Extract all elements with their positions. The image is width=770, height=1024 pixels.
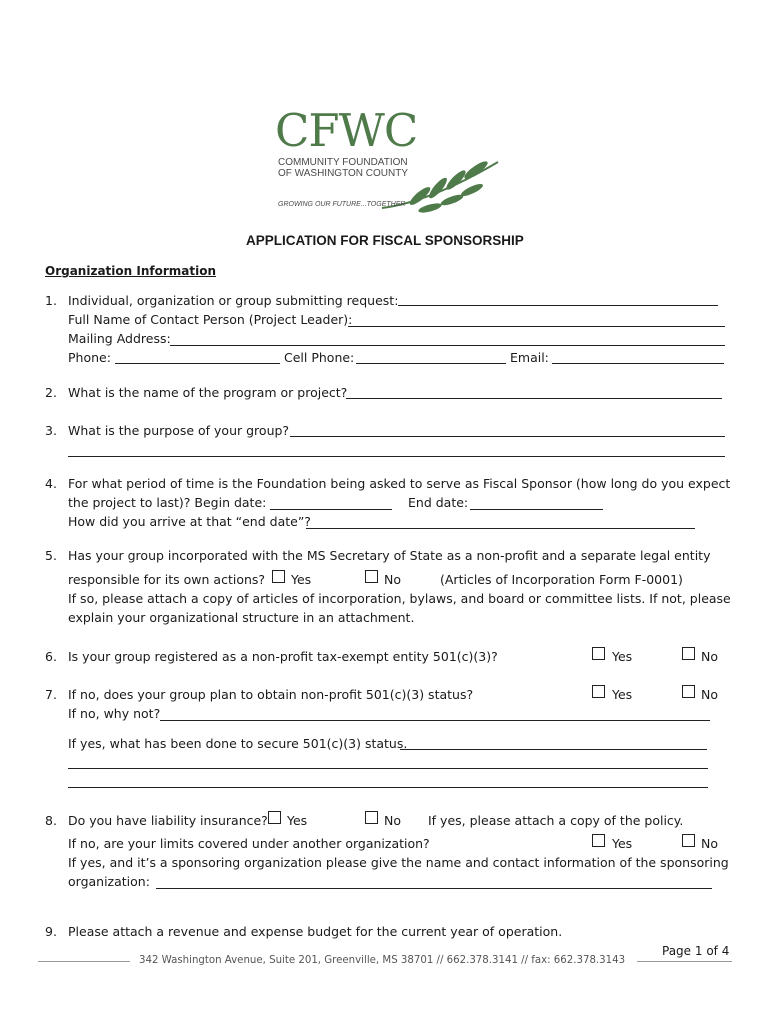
q5-line-1: Has your group incorporated with the MS Secretary of State as a non-profit and a separate legal entity bbox=[68, 548, 711, 563]
q8-limits-yes-checkbox[interactable] bbox=[592, 834, 605, 847]
q1-label: Individual, organization or group submitting request: bbox=[68, 293, 399, 308]
q1-org-field[interactable] bbox=[398, 305, 718, 306]
q1-mailing-label: Mailing Address: bbox=[68, 331, 171, 346]
q4-end-label: End date: bbox=[408, 495, 469, 510]
q1-phone-field[interactable] bbox=[115, 363, 280, 364]
q4-end-reason-field[interactable] bbox=[306, 528, 695, 529]
section-heading: Organization Information bbox=[45, 264, 216, 278]
q1-email-label: Email: bbox=[510, 350, 549, 365]
q5-yes-label: Yes bbox=[291, 572, 312, 587]
q8-sponsor-line-2: organization: bbox=[68, 874, 150, 889]
q7-number: 7. bbox=[45, 687, 57, 702]
q5-line-3: If so, please attach a copy of articles of incorporation, bylaws, and board or committee lists. If not, please bbox=[68, 591, 731, 606]
q6-yes-checkbox[interactable] bbox=[592, 647, 605, 660]
q4-end-field[interactable] bbox=[470, 509, 603, 510]
q5-line-4: explain your organizational structure in an attachment. bbox=[68, 610, 415, 625]
q2-label: What is the name of the program or project? bbox=[68, 385, 348, 400]
footer-address: 342 Washington Avenue, Suite 201, Greenville, MS 38701 // 662.378.3141 // fax: 662.378.3143 bbox=[139, 955, 626, 966]
q2-field[interactable] bbox=[346, 398, 722, 399]
q5-articles-note: (Articles of Incorporation Form F-0001) bbox=[440, 572, 683, 587]
q1-phone-label: Phone: bbox=[68, 350, 111, 365]
q6-no-checkbox[interactable] bbox=[682, 647, 695, 660]
organization-logo bbox=[270, 100, 500, 220]
q8-limits-yes-label: Yes bbox=[612, 836, 633, 851]
page-number: Page 1 of 4 bbox=[662, 944, 730, 958]
q3-label: What is the purpose of your group? bbox=[68, 423, 290, 438]
q7-secure-field-3[interactable] bbox=[68, 787, 708, 788]
q7-why-field[interactable] bbox=[160, 720, 710, 721]
q7-no-checkbox[interactable] bbox=[682, 685, 695, 698]
q6-label: Is your group registered as a non-profit tax-exempt entity 501(c)(3)? bbox=[68, 649, 498, 664]
q8-sponsor-line-1: If yes, and it’s a sponsoring organization please give the name and contact information of the sponsoring bbox=[68, 855, 729, 870]
q9-label: Please attach a revenue and expense budget for the current year of operation. bbox=[68, 924, 563, 939]
q3-field-2[interactable] bbox=[68, 456, 725, 457]
footer-rule-left bbox=[38, 961, 130, 962]
q8-limits-no-checkbox[interactable] bbox=[682, 834, 695, 847]
q7-label: If no, does your group plan to obtain non-profit 501(c)(3) status? bbox=[68, 687, 474, 702]
q8-no-checkbox[interactable] bbox=[365, 811, 378, 824]
q8-sponsor-field[interactable] bbox=[156, 888, 712, 889]
q7-secure-field[interactable] bbox=[400, 749, 707, 750]
q8-limits-label: If no, are your limits covered under another organization? bbox=[68, 836, 430, 851]
q1-contact-label: Full Name of Contact Person (Project Leader): bbox=[68, 312, 353, 327]
q6-number: 6. bbox=[45, 649, 57, 664]
footer-rule-right bbox=[637, 961, 732, 962]
logo-letters: CFWC bbox=[275, 104, 418, 157]
q8-attach-note: If yes, please attach a copy of the policy. bbox=[428, 813, 684, 828]
q5-no-label: No bbox=[384, 572, 401, 587]
q7-secure-field-2[interactable] bbox=[68, 768, 708, 769]
q4-begin-label: the project to last)? Begin date: bbox=[68, 495, 267, 510]
q1-cell-label: Cell Phone: bbox=[284, 350, 355, 365]
q1-contact-field[interactable] bbox=[348, 326, 725, 327]
q7-secure-label: If yes, what has been done to secure 501(c)(3) status. bbox=[68, 736, 408, 751]
logo-line-1: COMMUNITY FOUNDATION bbox=[278, 157, 408, 168]
logo-line-2: OF WASHINGTON COUNTY bbox=[278, 168, 408, 179]
q4-begin-field[interactable] bbox=[270, 509, 392, 510]
q5-line-2: responsible for its own actions? bbox=[68, 572, 266, 587]
q7-yes-label: Yes bbox=[612, 687, 633, 702]
q5-number: 5. bbox=[45, 548, 57, 563]
q1-mailing-field[interactable] bbox=[170, 345, 725, 346]
q8-label: Do you have liability insurance? bbox=[68, 813, 268, 828]
q5-yes-checkbox[interactable] bbox=[272, 570, 285, 583]
q1-email-field[interactable] bbox=[552, 363, 724, 364]
q7-yes-checkbox[interactable] bbox=[592, 685, 605, 698]
q8-yes-label: Yes bbox=[287, 813, 308, 828]
q1-cell-field[interactable] bbox=[356, 363, 506, 364]
q7-why-label: If no, why not? bbox=[68, 706, 161, 721]
q6-no-label: No bbox=[701, 649, 718, 664]
q3-number: 3. bbox=[45, 423, 57, 438]
q9-number: 9. bbox=[45, 924, 57, 939]
q3-field[interactable] bbox=[290, 436, 725, 437]
q8-yes-checkbox[interactable] bbox=[268, 811, 281, 824]
logo-tagline: GROWING OUR FUTURE...TOGETHER bbox=[278, 201, 406, 208]
q1-number: 1. bbox=[45, 293, 57, 308]
q8-number: 8. bbox=[45, 813, 57, 828]
page-title: APPLICATION FOR FISCAL SPONSORSHIP bbox=[246, 233, 524, 248]
q5-no-checkbox[interactable] bbox=[365, 570, 378, 583]
q8-limits-no-label: No bbox=[701, 836, 718, 851]
q8-no-label: No bbox=[384, 813, 401, 828]
q4-number: 4. bbox=[45, 476, 57, 491]
q7-no-label: No bbox=[701, 687, 718, 702]
q4-line-1: For what period of time is the Foundation being asked to serve as Fiscal Sponsor (how long do you expect bbox=[68, 476, 731, 491]
q2-number: 2. bbox=[45, 385, 57, 400]
q6-yes-label: Yes bbox=[612, 649, 633, 664]
q4-end-reason-label: How did you arrive at that “end date”? bbox=[68, 514, 311, 529]
